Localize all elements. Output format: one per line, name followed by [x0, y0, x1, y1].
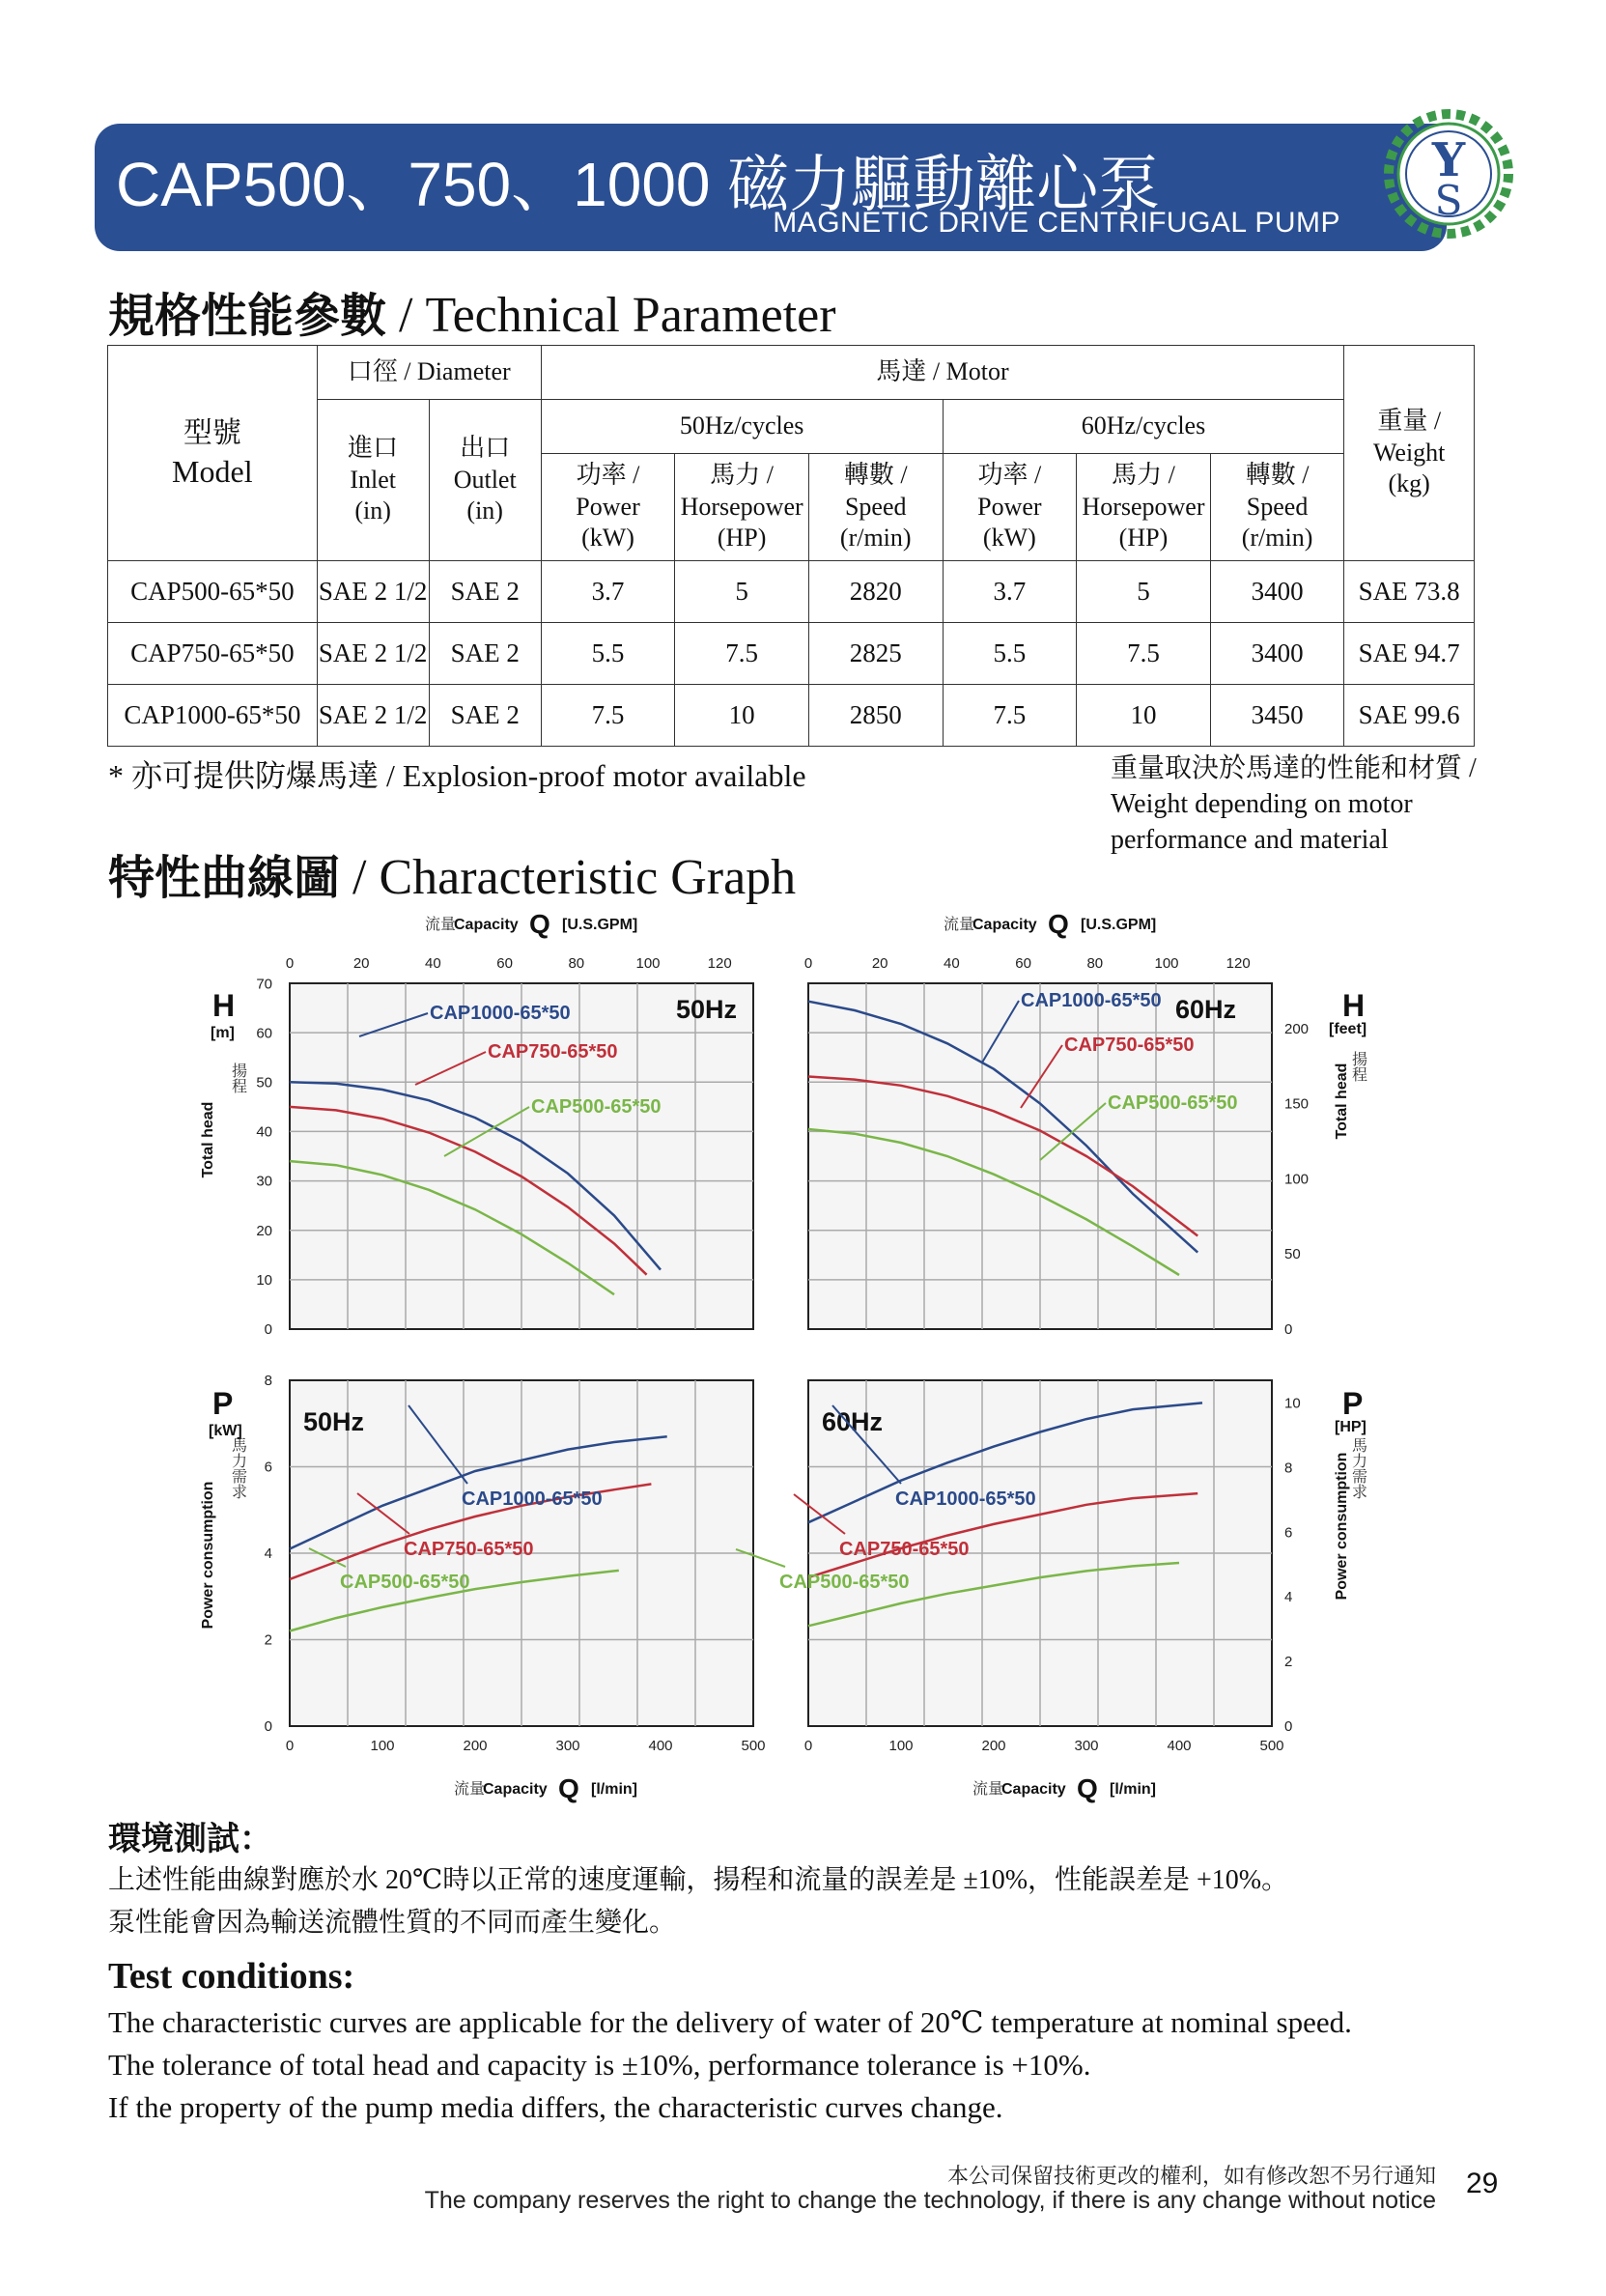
weight-unit: (kg): [1388, 469, 1430, 498]
q-symbol: Q: [1077, 1773, 1098, 1803]
cell-speed50: 2825: [808, 623, 943, 685]
p-hp-tick: 10: [1284, 1395, 1301, 1412]
series-label: CAP750-65*50: [488, 1041, 618, 1063]
cell-hp60: 10: [1077, 685, 1211, 747]
hp-cn: 馬力 /: [710, 461, 774, 490]
cell-outlet: SAE 2: [429, 623, 541, 685]
graph-heading-cn: 特性曲線圖: [108, 851, 341, 905]
p-kw-tick: 2: [264, 1631, 272, 1649]
gpm-unit: [U.S.GPM]: [562, 917, 638, 933]
characteristic-graph-svg: [193, 908, 1381, 1816]
h-unit-m: [m]: [211, 1025, 235, 1041]
cell-power50: 5.5: [541, 623, 675, 685]
lmin-tick: 500: [741, 1738, 766, 1754]
q-symbol: Q: [1048, 909, 1069, 939]
capacity-en-label: Capacity: [483, 1781, 548, 1798]
series-label: CAP750-65*50: [839, 1539, 970, 1560]
capacity-cn-label: 流量: [944, 917, 975, 933]
hp-en: Horsepower: [680, 492, 803, 521]
graph-heading-en: / Characteristic Graph: [340, 850, 797, 905]
lmin-tick: 500: [1259, 1738, 1284, 1754]
cell-speed50: 2820: [808, 561, 943, 623]
speed50-header: [808, 454, 943, 561]
speed-unit: (r/min): [1241, 524, 1313, 553]
cell-hp60: 5: [1077, 561, 1211, 623]
series-label: CAP1000-65*50: [1021, 990, 1162, 1011]
weight-note-line: performance and material: [1111, 825, 1389, 855]
spec-table: [107, 345, 1475, 747]
series-label: CAP1000-65*50: [462, 1488, 603, 1510]
lmin-tick: 0: [285, 1738, 295, 1754]
series-label: CAP500-65*50: [340, 1572, 470, 1593]
gpm-tick: 120: [707, 955, 732, 972]
lmin-tick: 200: [981, 1738, 1006, 1754]
tech-heading-en: / Technical Parameter: [386, 288, 836, 343]
gpm-tick: 20: [871, 955, 888, 972]
cell-hp50: 7.5: [675, 623, 809, 685]
h-m-tick: 20: [256, 1222, 272, 1239]
capacity-cn-label: 流量: [425, 917, 457, 933]
h-unit-ft: [feet]: [1329, 1021, 1367, 1037]
model-en: Model: [172, 453, 253, 489]
series-label: CAP500-65*50: [1108, 1092, 1238, 1114]
characteristic-graphs: [193, 908, 1381, 1816]
lmin-tick: 0: [803, 1738, 813, 1754]
h-cn-label: 揚程: [1349, 1051, 1367, 1082]
graph-section-heading: [108, 840, 796, 907]
total-head-label: Total head: [1334, 1063, 1350, 1140]
cell-speed60: 3400: [1210, 561, 1344, 623]
speed60-header: [1210, 454, 1344, 561]
weight-cn: 重量 /: [1377, 407, 1442, 436]
hp50-header: [675, 454, 809, 561]
cell-hp50: 10: [675, 685, 809, 747]
power-en: Power: [977, 492, 1042, 521]
h-m-tick: 60: [256, 1025, 272, 1042]
power-cn: 功率 /: [576, 461, 640, 490]
p-hp-tick: 0: [1284, 1718, 1293, 1735]
model-header: [108, 346, 318, 561]
lmin-tick: 100: [370, 1738, 395, 1754]
svg-text:S: S: [1434, 177, 1463, 224]
lmin-tick: 300: [1074, 1738, 1099, 1754]
cell-power50: 3.7: [541, 561, 675, 623]
h-cn-label: 揚程: [229, 1063, 246, 1093]
svg-text:Y: Y: [1431, 133, 1466, 187]
p-hp-tick: 8: [1284, 1460, 1293, 1477]
cell-power60: 7.5: [943, 685, 1077, 747]
outlet-cn: 出口: [460, 434, 511, 463]
hp-unit: (HP): [717, 524, 767, 553]
lmin-tick: 100: [888, 1738, 914, 1754]
conditions-en-line: If the property of the pump media differs, the characteristic curves change.: [108, 2090, 1003, 2124]
cell-weight: SAE 73.8: [1344, 561, 1475, 623]
power-unit: (kW): [982, 524, 1036, 553]
h-ft-tick: 50: [1284, 1246, 1301, 1263]
frequency-label: 50Hz: [303, 1407, 365, 1436]
gpm-tick: 80: [1086, 955, 1104, 972]
page-subtitle: MAGNETIC DRIVE CENTRIFUGAL PUMP: [773, 207, 1340, 239]
cell-inlet: SAE 2 1/2: [317, 685, 429, 747]
inlet-cn: 進口: [348, 434, 399, 463]
header-banner: [95, 124, 1447, 251]
gpm-tick: 100: [1154, 955, 1179, 972]
weight-note: [1111, 751, 1477, 858]
conditions-heading-en: Test conditions:: [108, 1956, 355, 1997]
cell-model: CAP500-65*50: [108, 561, 318, 623]
hp-en: Horsepower: [1082, 492, 1205, 521]
footer-notice-cn: 本公司保留技術更改的權利，如有修改恕不另行通知: [946, 2165, 1436, 2189]
conditions-en-line: The tolerance of total head and capacity is ±10%, performance tolerance is +10%.: [108, 2048, 1091, 2082]
p-unit-hp: [HP]: [1335, 1419, 1367, 1435]
cell-speed60: 3450: [1210, 685, 1344, 747]
cell-hp60: 7.5: [1077, 623, 1211, 685]
speed-en: Speed: [1246, 492, 1309, 521]
p-symbol: P: [212, 1386, 234, 1421]
cell-outlet: SAE 2: [429, 685, 541, 747]
series-label: CAP500-65*50: [779, 1572, 910, 1593]
table-row: [108, 685, 1475, 747]
p-symbol: P: [1342, 1386, 1364, 1421]
weight-note-line: 重量取決於馬達的性能和材質 /: [1111, 753, 1477, 783]
cell-power60: 3.7: [943, 561, 1077, 623]
explosion-proof-note: * 亦可提供防爆馬達 / Explosion-proof motor available: [108, 758, 806, 793]
cell-model: CAP750-65*50: [108, 623, 318, 685]
power-consumption-label: Power consumption: [200, 1481, 216, 1630]
tech-section-heading: [108, 278, 836, 345]
p-kw-tick: 8: [264, 1373, 272, 1389]
series-label: CAP500-65*50: [531, 1096, 662, 1118]
company-logo-icon: [1381, 106, 1516, 241]
gpm-tick: 100: [635, 955, 661, 972]
gpm-tick: 60: [1015, 955, 1031, 972]
p-hp-tick: 4: [1284, 1589, 1293, 1606]
lmin-unit: [l/min]: [591, 1781, 637, 1798]
h-symbol: H: [1342, 988, 1366, 1023]
hp-cn: 馬力 /: [1112, 461, 1175, 490]
h-ft-tick: 150: [1284, 1095, 1310, 1113]
gpm-tick: 120: [1226, 955, 1251, 972]
lmin-tick: 300: [555, 1738, 580, 1754]
inlet-header: [317, 400, 429, 561]
lmin-tick: 400: [648, 1738, 673, 1754]
motor-header: 馬達 / Motor: [541, 346, 1344, 400]
h-m-tick: 40: [256, 1123, 272, 1141]
frequency-label: 60Hz: [1175, 995, 1237, 1024]
lmin-tick: 200: [463, 1738, 488, 1754]
conditions-en-line: The characteristic curves are applicable for the delivery of water of 20℃ temperature at nominal speed.: [108, 2005, 1352, 2039]
power-unit: (kW): [581, 524, 634, 553]
gpm-tick: 80: [568, 955, 585, 972]
gpm-tick: 0: [803, 955, 813, 972]
series-label: CAP750-65*50: [1064, 1035, 1195, 1056]
p-cn-label: 馬力需求: [1349, 1437, 1367, 1499]
gpm-tick: 60: [496, 955, 513, 972]
gpm-tick: 40: [944, 955, 960, 972]
cell-power60: 5.5: [943, 623, 1077, 685]
cell-outlet: SAE 2: [429, 561, 541, 623]
outlet-en: Outlet: [453, 465, 517, 494]
frequency-label: 50Hz: [676, 995, 738, 1024]
cell-hp50: 5: [675, 561, 809, 623]
cell-model: CAP1000-65*50: [108, 685, 318, 747]
page-title: CAP500、750、1000 磁力驅動離心泵: [116, 150, 1161, 219]
footer-notice-en: The company reserves the right to change the technology, if there is any change without notice: [424, 2187, 1436, 2214]
series-label: CAP1000-65*50: [895, 1488, 1036, 1510]
diameter-header: 口徑 / Diameter: [317, 346, 541, 400]
cell-inlet: SAE 2 1/2: [317, 561, 429, 623]
capacity-en-label: Capacity: [454, 917, 519, 933]
capacity-cn-label: 流量: [454, 1781, 486, 1798]
frequency-label: 60Hz: [822, 1407, 884, 1436]
h-ft-tick: 0: [1284, 1321, 1293, 1338]
series-label: CAP750-65*50: [404, 1539, 534, 1560]
series-label: CAP1000-65*50: [430, 1003, 571, 1024]
p-kw-tick: 4: [264, 1545, 272, 1562]
tech-heading-cn: 規格性能參數: [108, 289, 387, 343]
p-kw-tick: 0: [264, 1718, 272, 1735]
lmin-unit: [l/min]: [1110, 1781, 1156, 1798]
p-cn-label: 馬力需求: [229, 1437, 246, 1499]
conditions-cn-line: 泵性能會因為輸送流體性質的不同而產生變化。: [108, 1908, 677, 1938]
q-symbol: Q: [558, 1773, 579, 1803]
p-kw-tick: 6: [264, 1459, 272, 1476]
hz60-header: 60Hz/cycles: [943, 400, 1344, 454]
cell-inlet: SAE 2 1/2: [317, 623, 429, 685]
h-m-tick: 0: [264, 1321, 272, 1338]
power50-header: [541, 454, 675, 561]
capacity-en-label: Capacity: [972, 917, 1037, 933]
hz50-header: 50Hz/cycles: [541, 400, 943, 454]
cell-speed50: 2850: [808, 685, 943, 747]
power60-header: [943, 454, 1077, 561]
hp60-header: [1077, 454, 1211, 561]
page-number: 29: [1466, 2168, 1499, 2199]
h-m-tick: 10: [256, 1271, 272, 1289]
weight-note-line: Weight depending on motor: [1111, 789, 1413, 819]
power-cn: 功率 /: [977, 461, 1042, 490]
cell-speed60: 3400: [1210, 623, 1344, 685]
cell-power50: 7.5: [541, 685, 675, 747]
h-ft-tick: 200: [1284, 1020, 1310, 1037]
power-consumption-label: Power consumption: [1334, 1452, 1350, 1601]
h-m-tick: 50: [256, 1074, 272, 1091]
h-m-tick: 30: [256, 1173, 272, 1190]
weight-header: [1344, 346, 1475, 561]
p-hp-tick: 6: [1284, 1524, 1293, 1542]
power-en: Power: [576, 492, 640, 521]
h-m-tick: 70: [256, 976, 272, 993]
conditions-heading-cn: 環境測試：: [108, 1820, 272, 1858]
gpm-unit: [U.S.GPM]: [1081, 917, 1157, 933]
speed-en: Speed: [844, 492, 907, 521]
p-hp-tick: 2: [1284, 1654, 1293, 1671]
lmin-tick: 400: [1167, 1738, 1192, 1754]
outlet-unit: (in): [466, 496, 503, 525]
gpm-tick: 0: [285, 955, 295, 972]
hp-unit: (HP): [1118, 524, 1169, 553]
conditions-cn-line: 上述性能曲線對應於水 20℃時以正常的速度運輸，揚程和流量的誤差是 ±10%，性能誤差是 +10%。: [108, 1865, 1289, 1895]
gpm-tick: 20: [352, 955, 370, 972]
speed-unit: (r/min): [839, 524, 912, 553]
q-symbol: Q: [529, 909, 550, 939]
speed-cn: 轉數 /: [843, 461, 908, 490]
h-symbol: H: [212, 988, 236, 1023]
h-ft-tick: 100: [1284, 1171, 1310, 1188]
capacity-en-label: Capacity: [1001, 1781, 1066, 1798]
inlet-unit: (in): [354, 496, 391, 525]
capacity-cn-label: 流量: [972, 1781, 1004, 1798]
table-row: [108, 561, 1475, 623]
gpm-tick: 40: [425, 955, 441, 972]
outlet-header: [429, 400, 541, 561]
inlet-en: Inlet: [350, 465, 396, 494]
cell-weight: SAE 99.6: [1344, 685, 1475, 747]
weight-en: Weight: [1372, 438, 1446, 467]
speed-cn: 轉數 /: [1245, 461, 1310, 490]
model-cn: 型號: [183, 417, 241, 450]
table-row: [108, 623, 1475, 685]
p-unit-kw: [kW]: [209, 1423, 242, 1439]
total-head-label: Total head: [200, 1101, 216, 1178]
cell-weight: SAE 94.7: [1344, 623, 1475, 685]
